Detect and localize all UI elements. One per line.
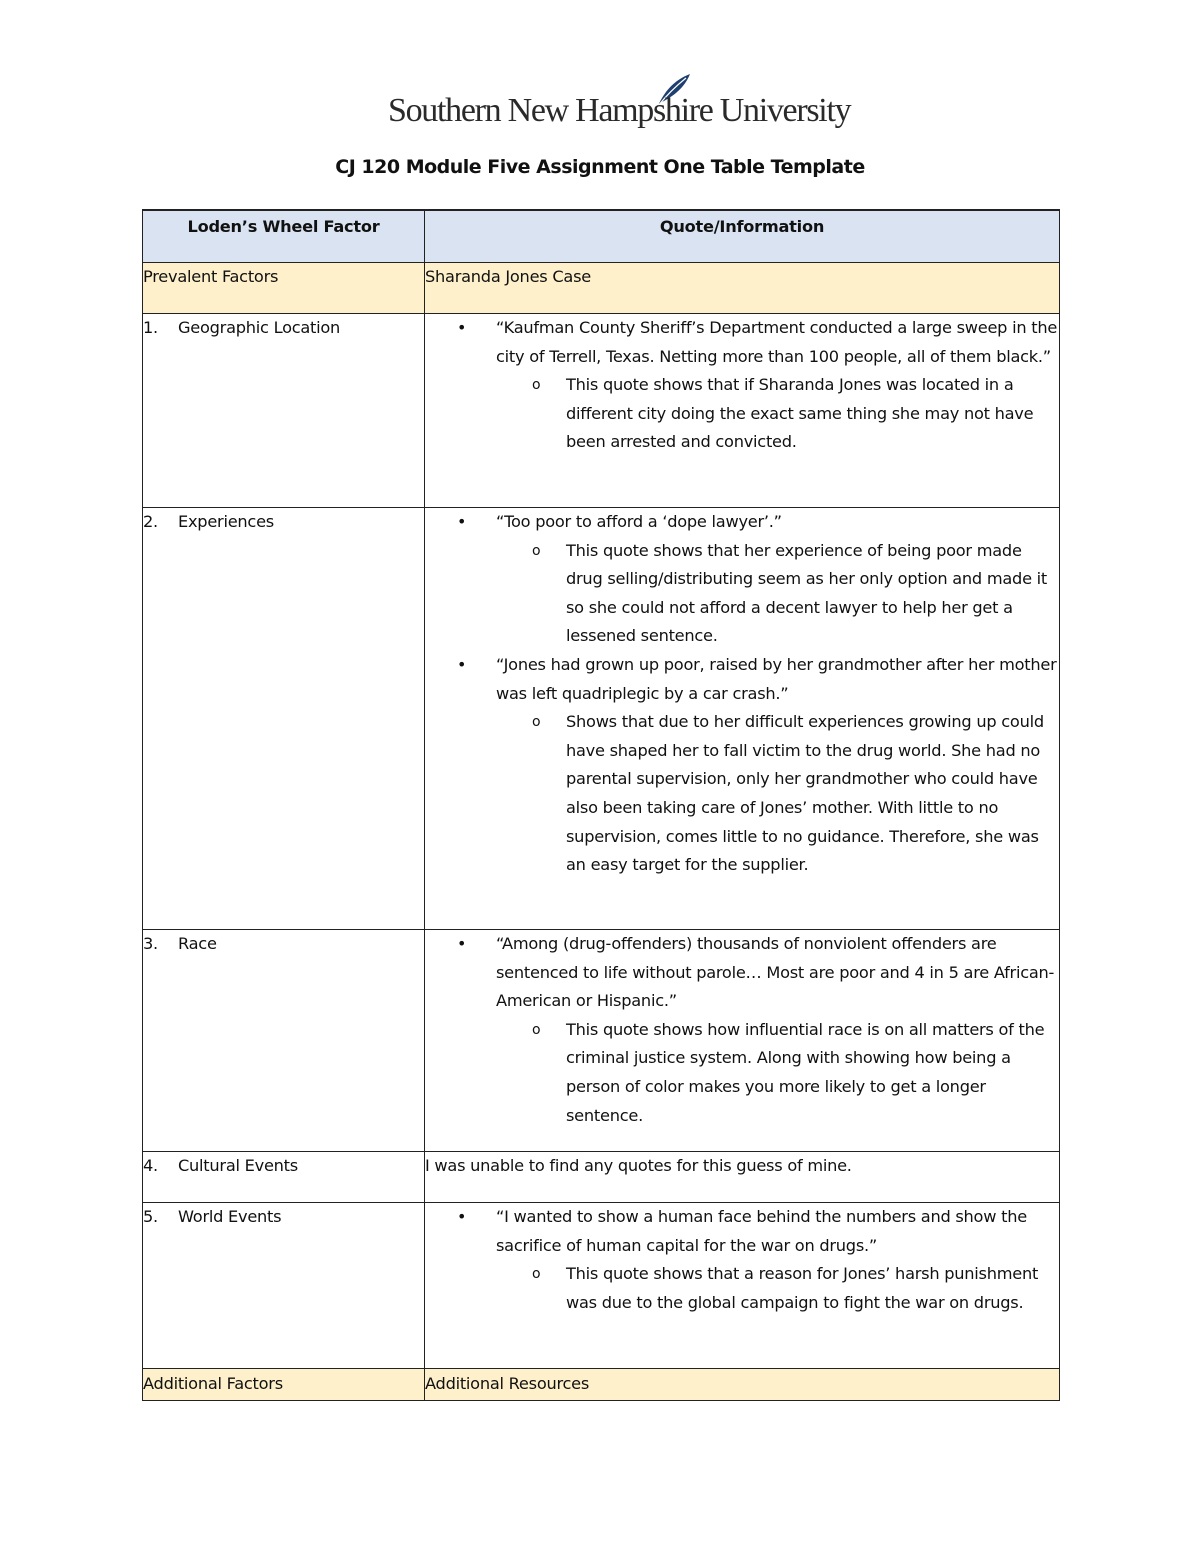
quote-bullet: • “Kaufman County Sheriff’s Department conducted a large sweep in the city of Terrell, Texas. Netting more than 100 people, all of them black.” [425, 314, 1059, 371]
quote-note: o Shows that due to her difficult experiences growing up could have shaped her to fall victim to the drug world. She had no parental supervision, only her grandmother who could have also been taking care of Jones’ mother. With little to no supervision, comes little to no guidance. Therefore, she was an easy target for the supplier. [425, 708, 1059, 880]
factor-number: 2. [143, 512, 158, 531]
additional-factors-label: Additional Factors [143, 1369, 425, 1401]
quote-cell [425, 508, 1060, 930]
quote-bullet: • “Among (drug-offenders) thousands of nonviolent offenders are sentenced to life without parole… Most are poor and 4 in 5 are African-American or Hispanic.” [425, 930, 1059, 1016]
table-header-row [143, 210, 1060, 263]
factor-cell [143, 1203, 425, 1369]
factor-label: Cultural Events [178, 1156, 298, 1175]
factor-number: 4. [143, 1156, 158, 1175]
lodens-wheel-table [142, 209, 1060, 1401]
quote-note: o This quote shows that if Sharanda Jones was located in a different city doing the exact same thing she may not have been arrested and convicted. [425, 371, 1059, 457]
quote-cell [425, 930, 1060, 1152]
factor-cell [143, 314, 425, 508]
quote-note: o This quote shows that her experience of being poor made drug selling/distributing seem as her only option and made it so she could not afford a decent lawyer to help her get a lessened sentence. [425, 537, 1059, 651]
factor-number: 5. [143, 1207, 158, 1226]
table-row [143, 930, 1060, 1152]
factor-cell [143, 1152, 425, 1203]
table-row [143, 314, 1060, 508]
factor-label: World Events [178, 1207, 282, 1226]
prevalent-factors-row [143, 263, 1060, 314]
quote-cell-plain: I was unable to find any quotes for this guess of mine. [425, 1152, 1060, 1203]
factor-number: 1. [143, 318, 158, 337]
prevalent-factors-value: Sharanda Jones Case [425, 263, 1060, 314]
quote-cell [425, 1203, 1060, 1369]
table-row [143, 1152, 1060, 1203]
additional-resources-value: Additional Resources [425, 1369, 1060, 1401]
factor-cell [143, 508, 425, 930]
prevalent-factors-label: Prevalent Factors [143, 263, 425, 314]
factor-label: Race [178, 934, 217, 953]
column-header-quote: Quote/Information [425, 210, 1060, 263]
quote-cell [425, 314, 1060, 508]
quote-bullet: • “Jones had grown up poor, raised by her grandmother after her mother was left quadriplegic by a car crash.” [425, 651, 1059, 708]
quote-bullet: • “Too poor to afford a ‘dope lawyer’.” [425, 508, 1059, 537]
logo-wordmark: Southern New Hampshire University [388, 92, 851, 129]
quote-note: o This quote shows that a reason for Jones’ harsh punishment was due to the global campaign to fight the war on drugs. [425, 1260, 1059, 1317]
quote-note: o This quote shows how influential race is on all matters of the criminal justice system. Along with showing how being a person of color makes you more likely to get a longer sentence. [425, 1016, 1059, 1130]
factor-number: 3. [143, 934, 158, 953]
factor-label: Geographic Location [178, 318, 341, 337]
table-row [143, 508, 1060, 930]
university-logo [388, 72, 851, 134]
document-title: CJ 120 Module Five Assignment One Table Template [335, 156, 865, 178]
quote-bullet: • “I wanted to show a human face behind the numbers and show the sacrifice of human capital for the war on drugs.” [425, 1203, 1059, 1260]
table-row [143, 1203, 1060, 1369]
factor-cell [143, 930, 425, 1152]
column-header-factor: Loden’s Wheel Factor [143, 210, 425, 263]
additional-factors-row [143, 1369, 1060, 1401]
factor-label: Experiences [178, 512, 274, 531]
